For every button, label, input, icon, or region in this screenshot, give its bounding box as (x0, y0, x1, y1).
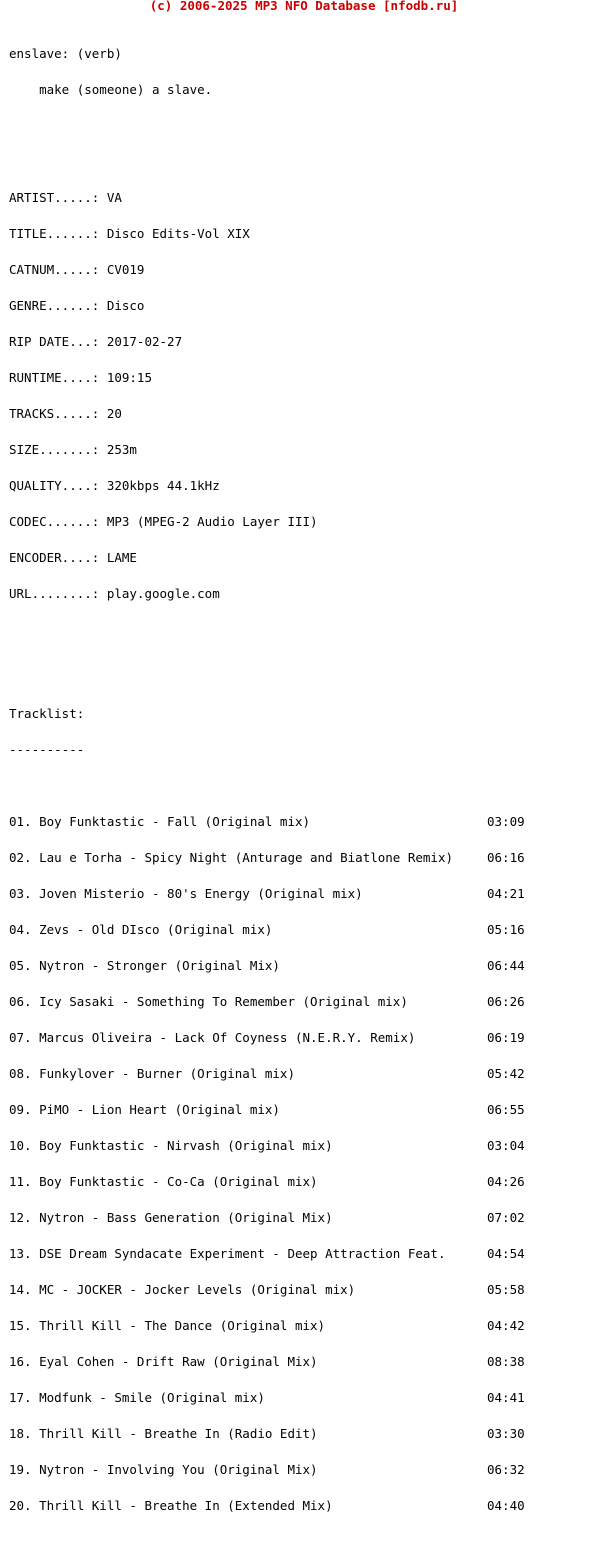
track-duration: 03:09 (487, 814, 525, 829)
track-title: 10. Boy Funktastic - Nirvash (Original mix) (9, 1138, 333, 1153)
track-title: 08. Funkylover - Burner (Original mix) (9, 1066, 295, 1081)
track-duration: 04:26 (487, 1174, 525, 1189)
track-title: 14. MC - JOCKER - Jocker Levels (Original mix) (9, 1282, 356, 1297)
track-row (9, 852, 539, 864)
track-title: 17. Modfunk - Smile (Original mix) (9, 1390, 265, 1405)
track-duration: 06:32 (487, 1462, 525, 1477)
spacer (9, 120, 539, 132)
track-title: 07. Marcus Oliveira - Lack Of Coyness (N.E.R.Y. Remix) (9, 1030, 416, 1045)
track-duration: 04:21 (487, 886, 525, 901)
track-title: 16. Eyal Cohen - Drift Raw (Original Mix) (9, 1354, 318, 1369)
info-artist: ARTIST.....: VA (9, 190, 122, 205)
info-codec: CODEC......: MP3 (MPEG-2 Audio Layer III) (9, 514, 318, 529)
track-row (9, 888, 539, 900)
track-duration: 06:16 (487, 850, 525, 865)
track-title: 03. Joven Misterio - 80's Energy (Original mix) (9, 886, 363, 901)
track-row (9, 1140, 539, 1152)
track-row (9, 1500, 539, 1512)
info-url: URL........: play.google.com (9, 586, 220, 601)
tracklist (9, 792, 539, 1536)
info-encoder: ENCODER....: LAME (9, 550, 137, 565)
track-duration: 07:02 (487, 1210, 525, 1225)
track-row (9, 1320, 539, 1332)
track-row (9, 1212, 539, 1224)
track-row (9, 924, 539, 936)
track-duration: 04:40 (487, 1498, 525, 1513)
track-title: 12. Nytron - Bass Generation (Original Mix) (9, 1210, 333, 1225)
track-row (9, 1032, 539, 1044)
tracklist-heading: Tracklist: (9, 706, 85, 721)
track-duration: 04:41 (487, 1390, 525, 1405)
info-genre: GENRE......: Disco (9, 298, 145, 313)
release-info (9, 168, 539, 624)
track-row (9, 960, 539, 972)
track-title: 04. Zevs - Old DIsco (Original mix) (9, 922, 273, 937)
site-banner: (c) 2006-2025 MP3 NFO Database [nfodb.ru] (149, 0, 459, 13)
info-title: TITLE......: Disco Edits-Vol XIX (9, 226, 250, 241)
track-title: 11. Boy Funktastic - Co-Ca (Original mix) (9, 1174, 318, 1189)
track-duration: 05:16 (487, 922, 525, 937)
definition-line-1: enslave: (verb) (9, 46, 122, 61)
track-title: 02. Lau e Torha - Spicy Night (Anturage and Biatlone Remix) (9, 850, 454, 865)
track-duration: 08:38 (487, 1354, 525, 1369)
track-duration: 05:58 (487, 1282, 525, 1297)
track-title: 09. PiMO - Lion Heart (Original mix) (9, 1102, 280, 1117)
track-title: 05. Nytron - Stronger (Original Mix) (9, 958, 280, 973)
track-row (9, 1392, 539, 1404)
track-row (9, 1284, 539, 1296)
track-title: 18. Thrill Kill - Breathe In (Radio Edit) (9, 1426, 318, 1441)
definition-line-2: make (someone) a slave. (9, 82, 213, 97)
info-size: SIZE.......: 253m (9, 442, 137, 457)
track-row (9, 1464, 539, 1476)
track-row (9, 1104, 539, 1116)
track-row (9, 996, 539, 1008)
spacer (9, 660, 539, 672)
track-row (9, 816, 539, 828)
info-catnum: CATNUM.....: CV019 (9, 262, 145, 277)
track-row (9, 1248, 539, 1260)
nfo-document (9, 24, 539, 1548)
info-rip-date: RIP DATE...: 2017-02-27 (9, 334, 183, 349)
track-title: 20. Thrill Kill - Breathe In (Extended Mix) (9, 1498, 333, 1513)
info-runtime: RUNTIME....: 109:15 (9, 370, 152, 385)
track-duration: 03:04 (487, 1138, 525, 1153)
track-row (9, 1428, 539, 1440)
track-duration: 04:54 (487, 1246, 525, 1261)
track-title: 13. DSE Dream Syndacate Experiment - Deep Attraction Feat. (9, 1246, 446, 1261)
track-duration: 06:26 (487, 994, 525, 1009)
track-row (9, 1068, 539, 1080)
info-quality: QUALITY....: 320kbps 44.1kHz (9, 478, 220, 493)
track-duration: 06:44 (487, 958, 525, 973)
track-duration: 04:42 (487, 1318, 525, 1333)
track-duration: 03:30 (487, 1426, 525, 1441)
tracklist-underline: ---------- (9, 742, 85, 757)
track-title: 01. Boy Funktastic - Fall (Original mix) (9, 814, 311, 829)
track-title: 15. Thrill Kill - The Dance (Original mix) (9, 1318, 326, 1333)
track-duration: 06:19 (487, 1030, 525, 1045)
track-row (9, 1176, 539, 1188)
track-row (9, 1356, 539, 1368)
track-duration: 06:55 (487, 1102, 525, 1117)
track-title: 06. Icy Sasaki - Something To Remember (Original mix) (9, 994, 408, 1009)
track-duration: 05:42 (487, 1066, 525, 1081)
info-tracks: TRACKS.....: 20 (9, 406, 122, 421)
track-title: 19. Nytron - Involving You (Original Mix) (9, 1462, 318, 1477)
